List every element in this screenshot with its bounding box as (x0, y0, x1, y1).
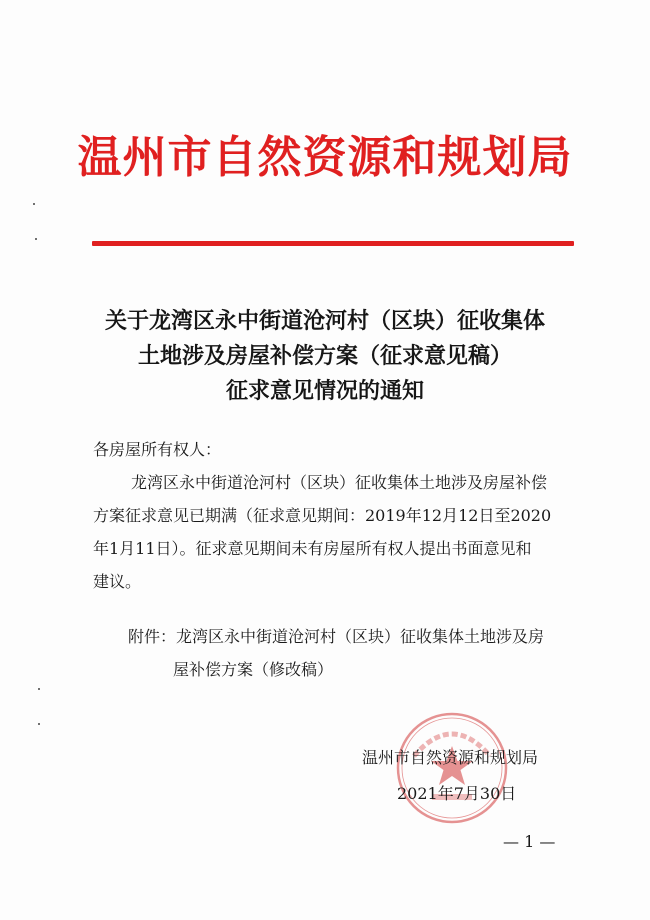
scan-speck (38, 688, 40, 690)
body-line: 建议。 (93, 572, 142, 591)
issue-date: 2021年7月30日 (397, 784, 517, 803)
body-line: 方案征求意见已期满（征求意见期间：2019年12月12日至2020 (93, 506, 552, 525)
attachment-note (128, 620, 598, 686)
document-title (70, 304, 580, 409)
attachment-line: 附件：龙湾区永中街道沧河村（区块）征收集体土地涉及房 (128, 627, 545, 646)
issuer-name: 温州市自然资源和规划局 (362, 748, 539, 767)
agency-header-title: 温州市自然资源和规划局 (77, 132, 573, 183)
body-paragraph (93, 466, 593, 598)
title-line: 征求意见情况的通知 (225, 378, 424, 404)
title-line: 关于龙湾区永中街道沧河村（区块）征收集体 (104, 308, 545, 334)
body-line: 龙湾区永中街道沧河村（区块）征收集体土地涉及房屋补偿 (131, 473, 548, 492)
scan-speck (35, 238, 37, 240)
page-number: — 1 — (503, 832, 556, 851)
scan-speck (33, 203, 35, 205)
body-line: 年1月11日）。征求意见期间未有房屋所有权人提出书面意见和 (93, 539, 532, 558)
signature-block (362, 740, 538, 812)
attachment-line: 屋补偿方案（修改稿） (173, 660, 334, 679)
red-header-rule (92, 241, 574, 246)
title-line: 土地涉及房屋补偿方案（征求意见稿） (137, 343, 512, 369)
salutation: 各房屋所有权人： (93, 440, 222, 459)
scan-speck (38, 723, 40, 725)
